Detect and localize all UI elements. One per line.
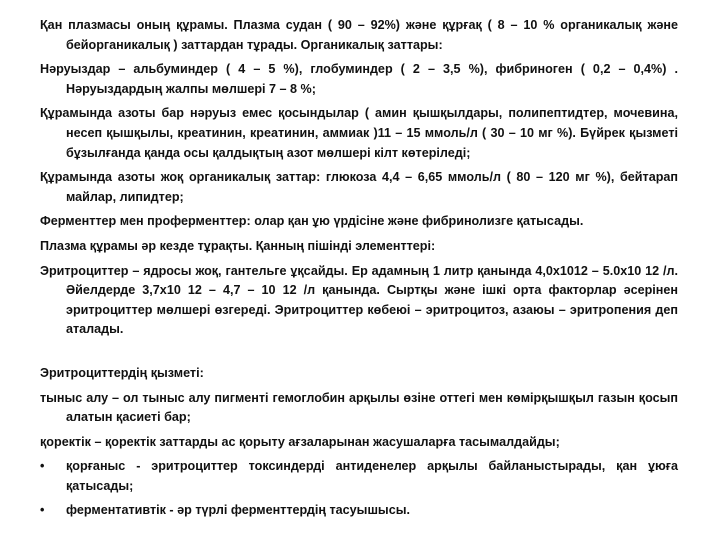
paragraph-plasma-composition: Қан плазмасы оның құрамы. Плазма судан ( 90 – 92%) және құрғақ ( 8 – 10 % органикалық және бейорганикалық ) заттардан тұрады. Органикалық заттары: [40,18,678,52]
paragraph-nutritive-function: қоректік – қоректік заттарды ас қорыту ағзаларынан жасушаларға тасымалдайды; [40,434,560,449]
paragraph-formed-elements: Плазма құрамы әр кезде тұрақты. Қанның пішінді элементтері: [40,238,436,253]
document-page [40,16,678,526]
list-item-text: қорғаныс - эритроциттер токсиндерді антиденелер арқылы байланыстырады, қан ұюға қатысады; [66,459,678,493]
paragraph-proteins: Нәруыздар – альбуминдер ( 4 – 5 %), глобуминдер ( 2 – 3,5 %), фибриноген ( 0,2 – 0,4%) . Нәруыздардың жалпы мөлшері 7 – 8 %; [40,62,678,96]
paragraph-erythrocytes: Эритроциттер – ядросы жоқ, гантельге ұқсайды. Ер адамның 1 литр қанында 4,0х1012 – 5.0х10 12 /л. Әйелдерде 3,7х10 12 – 4,7 – 10 12 /л қанында. Сыртқы және ішкі орта факторлар әсерінен эритроциттер мөлшері өзгереді. Эритроциттер көбеюі – эритроцитоз, азаюы – эритропения деп аталады. [40,263,678,337]
paragraph-enzymes: Ферменттер мен проферменттер: олар қан ұю үрдісіне және фибринолизге қатысады. [40,214,584,229]
paragraph-nitrogen-free-substances: Құрамында азоты жоқ органикалық заттар: глюкоза 4,4 – 6,65 ммоль/л ( 80 – 120 мг %), бейтарап майлар, липидтер; [40,170,678,204]
bullet-icon: • [40,459,45,474]
paragraph-respiratory-function: тыныс алу – ол тыныс алу пигменті гемоглобин арқылы өзіне оттегі мен көмірқышқыл газын қосып алатын қасиеті бар; [40,390,678,425]
list-item-protective-function [40,457,678,496]
list-item-text: ферментативтік - әр түрлі ферменттердің тасуышысы. [66,503,410,518]
paragraph-erythrocyte-functions-heading: Эритроциттердің қызметі: [40,365,204,380]
bullet-icon: • [40,503,45,518]
list-item-enzymatic-function [40,501,678,521]
blank-line [40,345,678,364]
paragraph-nitrogen-compounds: Құрамында азоты бар нәруыз емес қосындылар ( амин қышқылдары, полипептидтер, мочевина, несеп қышқылы, креатинин, креатинин, аммиак )11 – 15 ммоль/л ( 30 – 10 мг %). Бүйрек қызметі бұзылғанда қанда осы қалдықтың азот мөлшері кілт көтеріледі; [40,106,678,160]
